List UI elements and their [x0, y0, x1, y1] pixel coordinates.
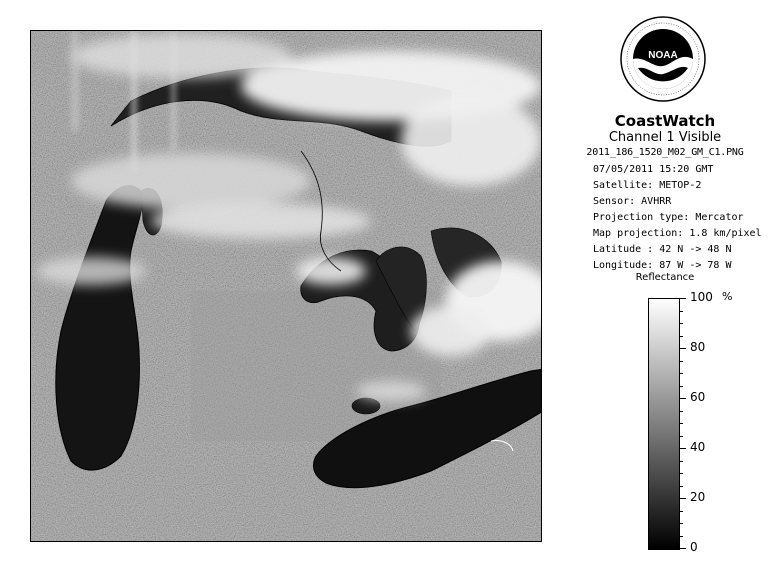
satellite-map[interactable]: [30, 30, 542, 542]
projection-type-label: Projection type: Mercator: [593, 212, 744, 223]
colorbar-minor-tick: [680, 486, 683, 487]
colorbar-major-tick: [680, 498, 686, 499]
colorbar-tick-label: 80: [690, 340, 706, 354]
colorbar-minor-tick: [680, 511, 683, 512]
colorbar-minor-tick: [680, 386, 683, 387]
colorbar-major-tick: [680, 398, 686, 399]
colorbar-minor-tick: [680, 361, 683, 362]
colorbar-tick-label: 0: [690, 540, 698, 554]
colorbar-minor-tick: [680, 323, 683, 324]
brand-title: CoastWatch: [614, 112, 716, 130]
colorbar-tick-label: 100: [690, 290, 713, 304]
lake-st-clair: [352, 398, 380, 414]
colorbar-unit: %: [722, 290, 733, 303]
colorbar-major-tick: [680, 548, 686, 549]
colorbar-minor-tick: [680, 536, 683, 537]
sensor-label: Sensor: AVHRR: [593, 196, 672, 207]
satellite-label: Satellite: METOP-2: [593, 180, 702, 191]
colorbar-minor-tick: [680, 411, 683, 412]
filename-label: 2011_186_1520_M02_GM_C1.PNG: [586, 147, 744, 158]
colorbar-major-tick: [680, 298, 686, 299]
colorbar-tick-label: 60: [690, 390, 706, 404]
colorbar-tick-label: 20: [690, 490, 706, 504]
colorbar-minor-tick: [680, 336, 683, 337]
map-svg: [31, 31, 542, 542]
colorbar-major-tick: [680, 348, 686, 349]
channel-label: Channel 1 Visible: [608, 130, 722, 145]
noaa-logo-icon: [620, 16, 706, 102]
datetime-label: 07/05/2011 15:20 GMT: [593, 164, 714, 175]
colorbar-title: Reflectance: [635, 272, 695, 283]
longitude-label: Longitude: 87 W -> 78 W: [593, 260, 732, 271]
colorbar-tick-label: 40: [690, 440, 706, 454]
colorbar-minor-tick: [680, 473, 683, 474]
colorbar-major-tick: [680, 448, 686, 449]
map-projection-label: Map projection: 1.8 km/pixel: [593, 228, 762, 239]
colorbar-minor-tick: [680, 523, 683, 524]
colorbar: [648, 298, 680, 550]
colorbar-minor-tick: [680, 373, 683, 374]
logo-text: NOAA: [648, 50, 678, 61]
colorbar-minor-tick: [680, 311, 683, 312]
colorbar-minor-tick: [680, 461, 683, 462]
colorbar-minor-tick: [680, 436, 683, 437]
colorbar-minor-tick: [680, 423, 683, 424]
latitude-label: Latitude : 42 N -> 48 N: [593, 244, 732, 255]
